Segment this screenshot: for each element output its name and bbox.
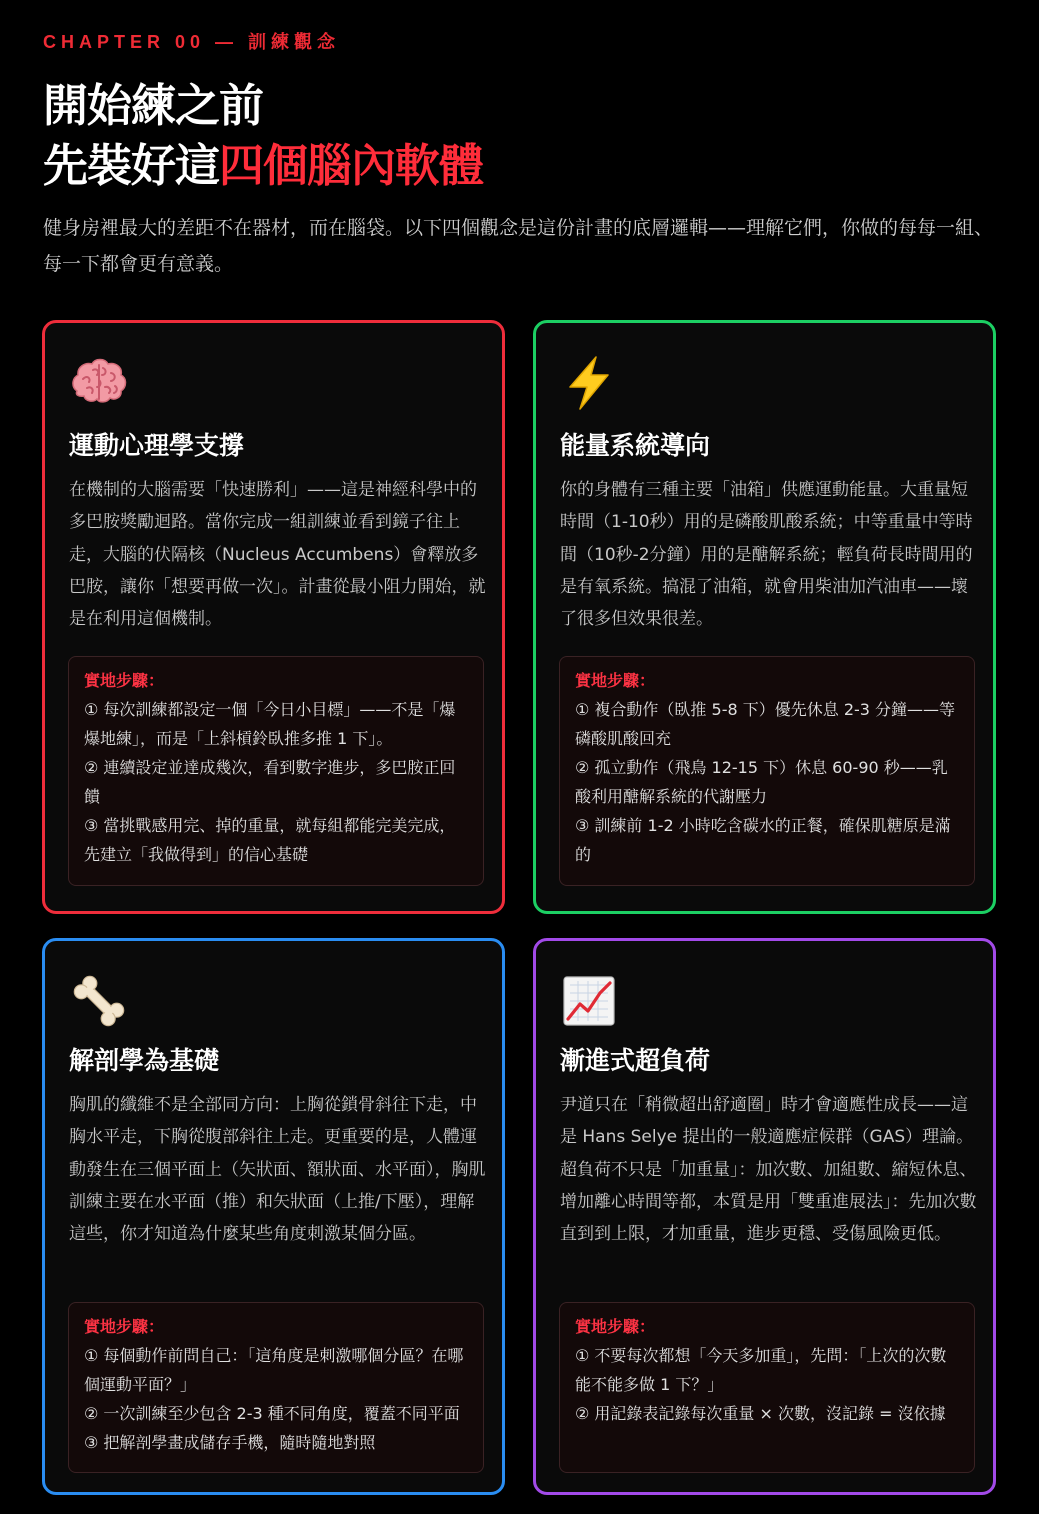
step-item: ② 連續設定並達成幾次，看到數字進步，多巴胺正回饋 bbox=[84, 757, 456, 806]
card-description: 尹道只在「稍微超出舒適圈」時才會適應性成長——這是 Hans Selye 提出的一般適應症候群（GAS）理論。超負荷不只是「加重量」：加次數、加組數、縮短休息、增加離心時間等都，本質是用「雙重進展法」：先加次數直到到上限，才加重量，進步更穩、受傷風險更低。 bbox=[560, 1095, 977, 1245]
step-item: ③ 把解剖學畫成儲存手機，隨時隨地對照 bbox=[84, 1432, 376, 1452]
bone-icon bbox=[69, 971, 129, 1031]
step-item: ① 每次訓練都設定一個「今日小目標」——不是「爆爆地練」，而是「上斜槓鈴臥推多推 1 下」。 bbox=[84, 700, 456, 748]
step-item: ① 不要每次都想「今天多加重」，先問：「上次的次數能不能多做 1 下？」 bbox=[575, 1346, 947, 1394]
concept-card-energy-systems bbox=[533, 320, 996, 914]
page-title-highlight: 四個腦內軟體 bbox=[219, 139, 484, 192]
card-description: 在機制的大腦需要「快速勝利」——這是神經科學中的多巴胺獎勵迴路。當你完成一組訓練並看到鏡子往上走，大腦的伏隔核（Nucleus Accumbens）會釋放多巴胺，讓你「想要再做一次」。計畫從最小阻力開始，就是在利用這個機制。 bbox=[69, 480, 486, 630]
step-item: ② 孤立動作（飛鳥 12-15 下）休息 60-90 秒——乳酸利用醣解系統的代謝壓力 bbox=[575, 757, 948, 806]
step-item: ② 一次訓練至少包含 2-3 種不同角度，覆蓋不同平面 bbox=[84, 1403, 460, 1423]
page-title-line1: 開始練之前 bbox=[43, 79, 264, 132]
intro-paragraph: 健身房裡最大的差距不在器材，而在腦袋。以下四個觀念是這份計畫的底層邏輯——理解它們，你做的每每一組、每一下都會更有意義。 bbox=[43, 217, 994, 275]
step-item: ③ 訓練前 1-2 小時吃含碳水的正餐，確保肌糖原是滿的 bbox=[575, 815, 951, 864]
concept-card-anatomy bbox=[42, 938, 505, 1495]
page-title-line2 bbox=[43, 136, 483, 196]
card-description: 胸肌的纖維不是全部同方向：上胸從鎖骨斜往下走，中胸水平走，下胸從腹部斜往上走。更重要的是，人體運動發生在三個平面上（矢狀面、額狀面、水平面），胸肌訓練主要在水平面（推）和矢狀面（上推/下壓），理解這些，你才知道為什麼某些角度刺激某個分區。 bbox=[69, 1095, 486, 1245]
step-item: ① 每個動作前問自己：「這角度是刺激哪個分區？在哪個運動平面？」 bbox=[84, 1346, 464, 1394]
action-steps-box bbox=[68, 1302, 484, 1473]
lightning-icon bbox=[560, 353, 620, 413]
page-title-line2-plain: 先裝好這 bbox=[43, 139, 220, 192]
step-item: ② 用記錄表記錄每次重量 × 次數，沒記錄 = 沒依據 bbox=[575, 1403, 946, 1423]
page-title bbox=[43, 76, 483, 196]
card-title: 漸進式超負荷 bbox=[560, 1046, 711, 1075]
steps-title: 實地步驟： bbox=[575, 1317, 656, 1336]
steps-title: 實地步驟： bbox=[84, 1317, 165, 1336]
action-steps-box bbox=[559, 656, 975, 886]
brain-icon bbox=[69, 353, 129, 413]
card-description: 你的身體有三種主要「油箱」供應運動能量。大重量短時間（1-10秒）用的是磷酸肌酸系統；中等重量中等時間（10秒-2分鐘）用的是醣解系統；輕負荷長時間用的是有氧系統。搞混了油箱，就會用柴油加汽油車——壞了很多但效果很差。 bbox=[560, 480, 973, 630]
card-title: 運動心理學支撐 bbox=[69, 431, 245, 460]
step-item: ③ 當挑戰感用完、掉的重量，就每組都能完美完成，先建立「我做得到」的信心基礎 bbox=[84, 815, 456, 864]
card-title: 解剖學為基礎 bbox=[69, 1046, 220, 1075]
chapter-eyebrow: CHAPTER 00 — 訓練觀念 bbox=[43, 32, 341, 52]
concept-card-psychology bbox=[42, 320, 505, 914]
card-title: 能量系統導向 bbox=[560, 431, 711, 460]
chart-increasing-icon bbox=[560, 971, 620, 1031]
steps-title: 實地步驟： bbox=[575, 671, 656, 690]
step-item: ① 複合動作（臥推 5-8 下）優先休息 2-3 分鐘——等磷酸肌酸回充 bbox=[575, 700, 956, 748]
concept-card-progressive-overload bbox=[533, 938, 996, 1495]
steps-title: 實地步驟： bbox=[84, 671, 165, 690]
action-steps-box bbox=[68, 656, 484, 886]
action-steps-box bbox=[559, 1302, 975, 1473]
